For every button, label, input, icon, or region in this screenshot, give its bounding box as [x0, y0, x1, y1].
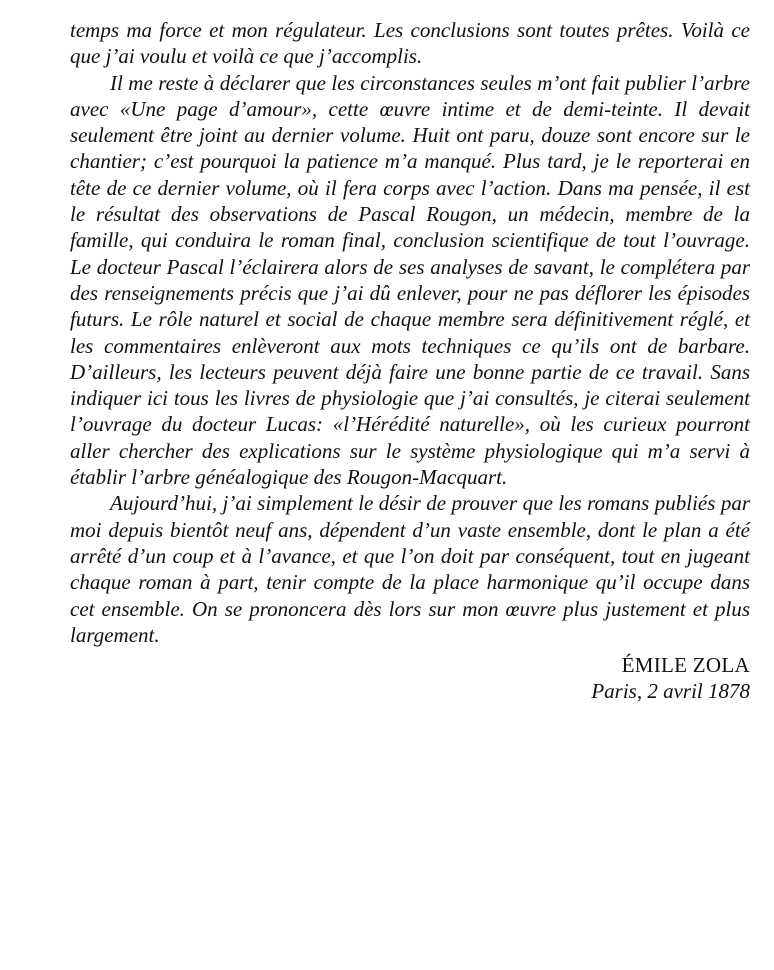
document-page — [70, 17, 750, 705]
author-name: ÉMILE ZOLA — [621, 653, 750, 678]
signature-block — [70, 652, 750, 705]
paragraph-continuation: temps ma force et mon régulateur. Les conclusions sont toutes prêtes. Voilà ce que j’ai voulu et voilà ce que j’accomplis. — [70, 18, 750, 69]
paragraph-today: Aujourd’hui, j’ai simplement le désir de prouver que les romans publiés par moi depuis bientôt neuf ans, dépendent d’un vaste ensemble, dont le plan a été arrêté d’un coup et à l’avance, et que l’on doit par conséquent, tout en jugeant chaque roman à part, tenir compte de la place harmonique qu’il occupe dans cet ensemble. On se prononcera dès lors sur mon œuvre plus justement et plus largement. — [70, 491, 750, 647]
place-date: Paris, 2 avril 1878 — [591, 679, 750, 704]
paragraph-circumstances: Il me reste à déclarer que les circonstances seules m’ont fait publier l’arbre avec «Une page d’amour», cette œuvre intime et de demi-teinte. Il devait seulement être joint au dernier volume. Huit ont paru, douze sont encore sur le chantier; c’est pourquoi la patience m’a manqué. Plus tard, je le reporterai en tête de ce dernier volume, où il fera corps avec l’action. Dans ma pensée, il est le résultat des observations de Pascal Rougon, un médecin, membre de la famille, qui conduira le roman final, conclusion scientifique de tout l’ouvrage. Le docteur Pascal l’éclairera alors de ses analyses de savant, le complétera par des renseignements précis que j’ai dû enlever, pour ne pas déflorer les épisodes futurs. Le rôle naturel et social de chaque membre sera définitivement réglé, et les commentaires enlèveront aux mots techniques ce qu’ils ont de barbare. D’ailleurs, les lecteurs peuvent déjà faire une bonne partie de ce travail. Sans indiquer ici tous les livres de physiologie que j’ai consultés, je citerai seulement l’ouvrage du docteur Lucas: «l’Hérédité naturelle», où les curieux pourront aller chercher des explications sur le système physiologique qui m’a servi à établir l’arbre généalogique des Rougon-Macquart. — [70, 70, 750, 490]
